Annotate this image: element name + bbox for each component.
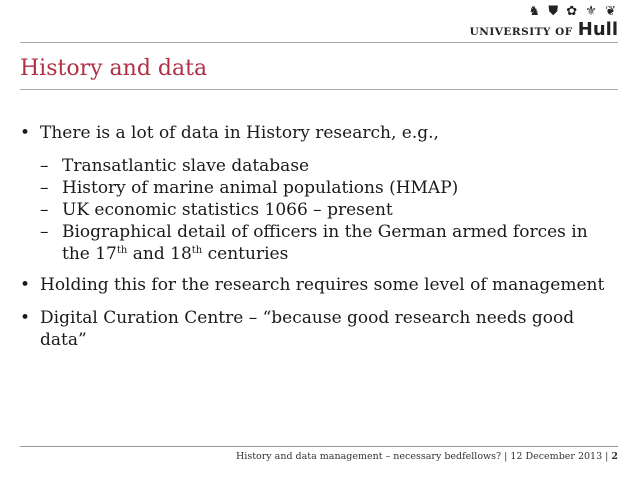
slide-footer — [236, 451, 618, 462]
bullet-symbol: • — [20, 275, 31, 295]
lion-icon: ♞ — [528, 4, 543, 19]
bullet-symbol: • — [20, 308, 31, 328]
slide-body — [20, 122, 620, 351]
bullet-item — [20, 122, 620, 144]
bird-icon: ❦ — [605, 4, 618, 19]
title-rule — [20, 89, 618, 90]
bullet-symbol: • — [20, 123, 31, 143]
sub-item — [40, 155, 620, 177]
shield-icon: ⛊ — [548, 4, 561, 19]
header-rule — [20, 42, 618, 43]
bullet-text: Holding this for the research requires some level of management — [40, 275, 605, 295]
fleur-icon: ⚜ — [585, 4, 599, 19]
sub-item — [40, 221, 620, 265]
bullet-item — [20, 274, 620, 296]
bullet-text: Digital Curation Centre – “because good research needs good data” — [40, 308, 575, 350]
sub-symbol: – — [40, 200, 49, 220]
bullet-text: There is a lot of data in History research, e.g., — [40, 123, 439, 143]
sub-symbol: – — [40, 178, 49, 198]
slide-title: History and data — [20, 56, 208, 81]
sub-item — [40, 177, 620, 199]
sub-symbol: – — [40, 156, 49, 176]
wordmark-small: UNIVERSITY OF — [469, 26, 573, 38]
bullet-item — [20, 307, 620, 351]
wordmark — [470, 21, 618, 41]
sub-item — [40, 199, 620, 221]
footer-text: History and data management – necessary bedfellows? | 12 December 2013 | — [236, 451, 612, 462]
flower-icon: ✿ — [566, 4, 580, 19]
wordmark-large: Hull — [577, 19, 618, 40]
sub-text: Biographical detail of officers in the German armed forces in the 17th and 18th centuries — [62, 222, 588, 264]
sub-text: Transatlantic slave database — [62, 156, 310, 176]
crest-icons — [470, 5, 618, 19]
sub-text: History of marine animal populations (HMAP) — [62, 178, 459, 198]
sub-symbol: – — [40, 222, 49, 242]
sub-text: UK economic statistics 1066 – present — [62, 200, 393, 220]
page-number: 2 — [611, 451, 618, 462]
university-logo — [470, 5, 618, 41]
footer-rule — [20, 446, 618, 447]
